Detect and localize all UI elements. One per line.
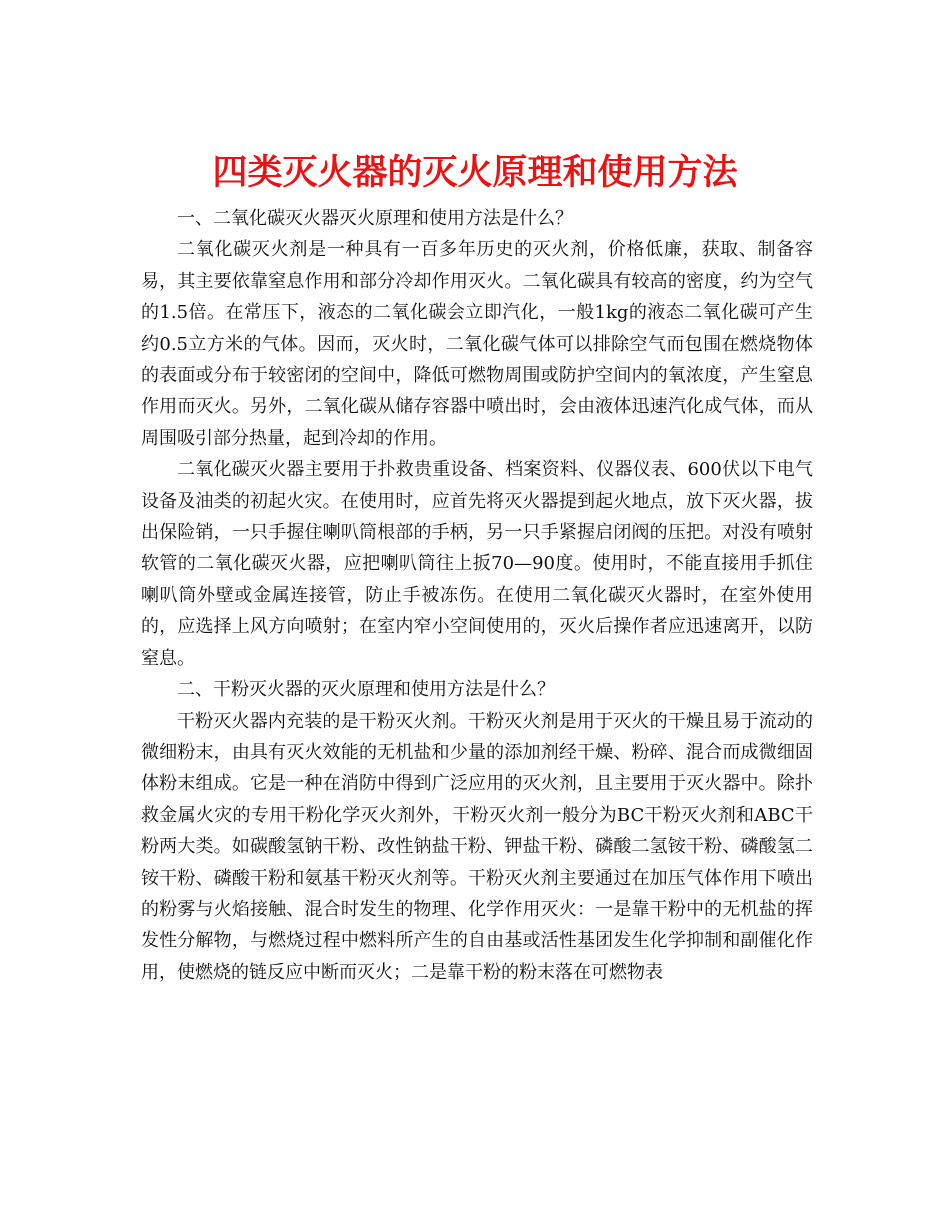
document-body — [141, 203, 813, 988]
paragraph-co2-usage: 二氧化碳灭火器主要用于扑救贵重设备、档案资料、仪器仪表、600伏以下电气设备及油类的初起火灾。在使用时，应首先将灭火器提到起火地点，放下灭火器，拔出保险销，一只手握住喇叭筒根部的手柄，另一只手紧握启闭阀的压把。对没有喷射软管的二氧化碳灭火器，应把喇叭筒往上扳70—90度。使用时，不能直接用手抓住喇叭筒外壁或金属连接管，防止手被冻伤。在使用二氧化碳灭火器时，在室外使用的，应选择上风方向喷射；在室内窄小空间使用的，灭火后操作者应迅速离开，以防窒息。 — [141, 459, 813, 669]
section-heading-co2: 一、二氧化碳灭火器灭火原理和使用方法是什么？ — [177, 208, 573, 229]
section-heading-dry-powder: 二、干粉灭火器的灭火原理和使用方法是什么？ — [177, 679, 555, 701]
paragraph-dry-powder-principle: 干粉灭火器内充装的是干粉灭火剂。干粉灭火剂是用于灭火的干燥且易于流动的微细粉末，由具有灭火效能的无机盐和少量的添加剂经干燥、粉碎、混合而成微细固体粉末组成。它是一种在消防中得到广泛应用的灭火剂，且主要用于灭火器中。除扑救金属火灾的专用干粉化学灭火剂外，干粉灭火剂一般分为BC干粉灭火剂和ABC干粉两大类。如碳酸氢钠干粉、改性钠盐干粉、钾盐干粉、磷酸二氢铵干粉、磷酸氢二铵干粉、磷酸干粉和氨基干粉灭火剂等。干粉灭火剂主要通过在加压气体作用下喷出的粉雾与火焰接触、混合时发生的物理、化学作用灭火：一是靠干粉中的无机盐的挥发性分解物，与燃烧过程中燃料所产生的自由基或活性基团发生化学抑制和副催化作用，使燃烧的链反应中断而灭火；二是靠干粉的粉末落在可燃物表 — [141, 710, 813, 983]
paragraph-co2-principle: 二氧化碳灭火剂是一种具有一百多年历史的灭火剂，价格低廉，获取、制备容易，其主要依靠窒息作用和部分冷却作用灭火。二氧化碳具有较高的密度，约为空气的1.5倍。在常压下，液态的二氧化碳会立即汽化，一般1kg的液态二氧化碳可产生约0.5立方米的气体。因而，灭火时，二氧化碳气体可以排除空气而包围在燃烧物体的表面或分布于较密闭的空间中，降低可燃物周围或防护空间内的氧浓度，产生窒息作用而灭火。另外，二氧化碳从储存容器中喷出时，会由液体迅速汽化成气体，而从周围吸引部分热量，起到冷却的作用。 — [141, 239, 813, 449]
document-title: 四类灭火器的灭火原理和使用方法 — [212, 152, 738, 194]
